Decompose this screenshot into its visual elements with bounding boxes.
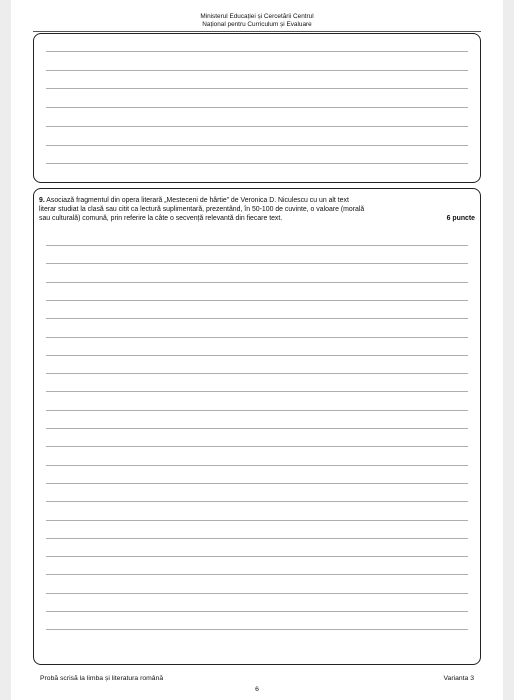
document-page: [11, 0, 503, 700]
answer-line: [46, 629, 468, 630]
answer-line: [46, 88, 468, 89]
header-divider: [33, 31, 481, 32]
answer-line: [46, 126, 468, 127]
answer-line: [46, 391, 468, 392]
question-text-1: Asociază fragmentul din opera literară „Mesteceni de hârtie” de Veronica D. Niculescu cu un alt text: [46, 197, 349, 204]
question-line-2: literar studiat la clasă sau citit ca lectură suplimentară, prezentând, în 50-100 de cuvinte, o valoare (morală: [39, 206, 365, 213]
answer-line: [46, 282, 468, 283]
answer-line: [46, 593, 468, 594]
question-line-1: [39, 196, 475, 205]
answer-line: [46, 446, 468, 447]
answer-line: [46, 483, 468, 484]
answer-line: [46, 574, 468, 575]
question-line-3: [39, 214, 475, 223]
question-text-3: sau culturală) comună, prin referire la câte o secvență relevantă din fiecare text.: [39, 215, 283, 222]
answer-line: [46, 373, 468, 374]
answer-line: [46, 318, 468, 319]
answer-line: [46, 300, 468, 301]
answer-line: [46, 163, 468, 164]
answer-line: [46, 501, 468, 502]
answer-line: [46, 355, 468, 356]
answer-line: [46, 51, 468, 52]
answer-line: [46, 538, 468, 539]
question-points: 6 puncte: [446, 215, 475, 222]
header-line-1: Ministerul Educației și Cercetării Centrul: [200, 13, 314, 20]
header-line-2: Național pentru Curriculum și Evaluare: [202, 21, 312, 28]
question-number: 9.: [39, 197, 45, 204]
answer-box-previous: [33, 33, 481, 183]
footer-variant: Varianta 3: [443, 675, 474, 682]
answer-line: [46, 410, 468, 411]
answer-line: [46, 107, 468, 108]
answer-line: [46, 245, 468, 246]
answer-line: [46, 263, 468, 264]
answer-line: [46, 556, 468, 557]
answer-line: [46, 428, 468, 429]
page-number: 6: [255, 686, 259, 693]
answer-line: [46, 465, 468, 466]
answer-line: [46, 337, 468, 338]
question-9-text: [39, 196, 475, 223]
footer-exam-title: Probă scrisă la limba și literatura română: [40, 675, 164, 682]
question-9-box: [33, 188, 481, 665]
page-header: [11, 13, 503, 29]
answer-line: [46, 611, 468, 612]
answer-line: [46, 520, 468, 521]
answer-line: [46, 145, 468, 146]
answer-line: [46, 70, 468, 71]
